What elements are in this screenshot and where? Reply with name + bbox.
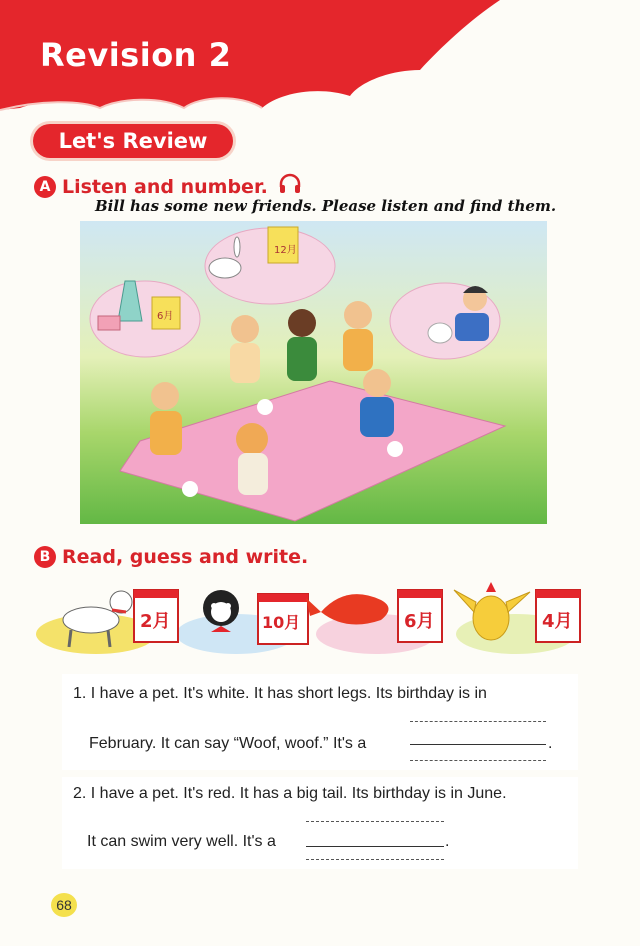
pets-calendar-strip <box>36 572 596 670</box>
question-1 <box>62 674 578 770</box>
question-1-line-2: February. It can say “Woof, woof.” It's a <box>89 735 367 752</box>
question-1-line-1: 1. I have a pet. It's white. It has short legs. Its birthday is in <box>73 685 487 702</box>
answer-blank-1[interactable] <box>410 744 546 745</box>
question-2-period: . <box>445 833 450 850</box>
friends-illustration <box>80 221 547 524</box>
fish-picture <box>306 594 389 624</box>
calendar-label-1: 2月 <box>140 611 171 632</box>
page-title: Revision 2 <box>40 36 232 74</box>
calendar-label-3: 6月 <box>404 611 435 632</box>
calendar-label-4: 4月 <box>542 611 573 632</box>
section-a-instruction: Bill has some new friends. Please listen and find them. <box>95 197 557 215</box>
section-a-badge: A <box>34 176 56 198</box>
section-a-title: Listen and number. <box>62 175 268 198</box>
header-banner <box>0 0 640 120</box>
question-2 <box>62 777 578 869</box>
section-b-heading <box>34 546 308 568</box>
question-2-line-1: 2. I have a pet. It's red. It has a big tail. Its birthday is in June. <box>73 785 507 802</box>
section-b-badge: B <box>34 546 56 568</box>
question-2-line-2: It can swim very well. It's a <box>87 833 276 850</box>
answer-blank-2[interactable] <box>306 846 444 847</box>
calendar-label-2: 10月 <box>262 613 301 632</box>
page-number: 68 <box>51 893 77 917</box>
answer-guide-top-1 <box>410 721 546 722</box>
answer-guide-bottom-1 <box>410 760 546 761</box>
lets-review-banner: Let's Review <box>33 124 233 158</box>
question-1-period: . <box>548 735 553 752</box>
answer-guide-bottom-2 <box>306 859 444 860</box>
thought-label-2: 6月 <box>157 311 174 322</box>
thought-label-1: 12月 <box>274 245 297 256</box>
answer-guide-top-2 <box>306 821 444 822</box>
section-b-title: Read, guess and write. <box>62 546 309 568</box>
